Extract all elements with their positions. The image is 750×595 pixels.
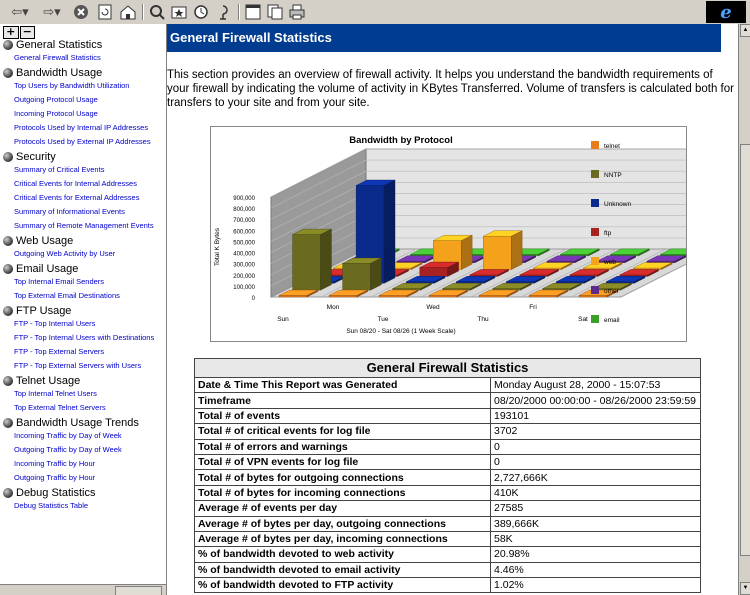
nav-link[interactable]: FTP - Top External Servers with Users	[14, 361, 142, 370]
nav-section[interactable]	[3, 234, 167, 247]
x-tick-label: Tue	[377, 316, 389, 323]
bar-front	[343, 263, 371, 290]
y-tick-label: 700,000	[233, 218, 255, 225]
chart-back-wall	[366, 149, 686, 249]
legend-label: Unknown	[604, 201, 632, 208]
nav-link[interactable]: Critical Events for Internal Addresses	[14, 179, 137, 188]
legend-swatch	[591, 170, 599, 178]
nav-link[interactable]: Summary of Informational Events	[14, 207, 125, 216]
chart-title: Bandwidth by Protocol	[349, 135, 453, 146]
table-row	[195, 393, 701, 408]
section-bullet-icon	[3, 376, 13, 386]
main-vertical-scrollbar[interactable]	[738, 24, 750, 595]
nav-link[interactable]: Incoming Traffic by Day of Week	[14, 431, 122, 440]
y-axis-label: Total K Bytes	[214, 228, 221, 266]
nav-section-label: General Statistics	[16, 38, 103, 51]
row-value: 58K	[491, 531, 701, 546]
nav-link[interactable]: Protocols Used by Internal IP Addresses	[14, 123, 149, 132]
nav-link[interactable]: Outgoing Protocol Usage	[14, 95, 98, 104]
legend-label: email	[604, 317, 620, 324]
nav-link[interactable]: Critical Events for External Addresses	[14, 193, 140, 202]
statistics-table	[194, 358, 701, 593]
chart-bar-NNTP-Sun	[293, 229, 332, 290]
toolbar-separator	[238, 4, 240, 20]
bar-side	[321, 229, 332, 290]
page-title: General Firewall Statistics	[167, 24, 721, 52]
nav-link[interactable]: FTP - Top Internal Users	[14, 319, 96, 328]
nav-link[interactable]: Top External Telnet Servers	[14, 403, 106, 412]
y-tick-label: 400,000	[233, 251, 255, 258]
nav-section-label: Security	[16, 150, 56, 163]
nav-section[interactable]	[3, 262, 167, 275]
nav-section-label: Bandwidth Usage Trends	[16, 416, 139, 429]
bandwidth-chart	[210, 126, 687, 342]
row-label: Total # of errors and warnings	[195, 439, 491, 454]
row-label: Total # of critical events for log file	[195, 424, 491, 439]
nav-link[interactable]: Incoming Protocol Usage	[14, 109, 98, 118]
legend-label: web	[604, 259, 616, 266]
legend-label: ftp	[604, 230, 612, 237]
table-row	[195, 578, 701, 593]
row-label: % of bandwidth devoted to FTP activity	[195, 578, 491, 593]
nav-link[interactable]: Top Internal Telnet Users	[14, 389, 97, 398]
navigation-frame	[0, 24, 167, 595]
bar-side	[371, 258, 382, 290]
table-row	[195, 454, 701, 469]
table-row	[195, 408, 701, 423]
row-value: 20.98%	[491, 547, 701, 562]
table-row	[195, 470, 701, 485]
nav-section[interactable]	[3, 304, 167, 317]
nav-link[interactable]: FTP - Top External Servers	[14, 347, 105, 356]
nav-link[interactable]: Outgoing Web Activity by User	[14, 249, 116, 258]
bar-side	[511, 231, 522, 270]
table-row	[195, 501, 701, 516]
nav-section[interactable]	[3, 150, 167, 163]
nav-link[interactable]: FTP - Top Internal Users with Destinations	[14, 333, 155, 342]
row-label: % of bandwidth devoted to email activity	[195, 562, 491, 577]
nav-section[interactable]	[3, 486, 167, 499]
bar-front	[379, 296, 407, 298]
section-bullet-icon	[3, 152, 13, 162]
row-value: 3702	[491, 424, 701, 439]
bar-front	[279, 296, 307, 298]
scrollbar-thumb[interactable]	[115, 586, 162, 595]
forward-icon[interactable]: ⇨▾	[43, 4, 61, 20]
row-value: 389,666K	[491, 516, 701, 531]
x-tick-label: Sat	[578, 316, 588, 323]
table-row	[195, 516, 701, 531]
nav-section[interactable]	[3, 374, 167, 387]
table-row	[195, 531, 701, 546]
report-content	[167, 24, 738, 595]
legend-swatch	[591, 141, 599, 149]
nav-link[interactable]: Debug Statistics Table	[14, 501, 89, 510]
legend-label: telnet	[604, 143, 620, 150]
back-icon[interactable]: ⇦▾	[11, 4, 29, 20]
legend-swatch	[591, 199, 599, 207]
x-tick-label: Wed	[426, 304, 440, 311]
row-label: Date & Time This Report was Generated	[195, 378, 491, 393]
bar-front	[479, 296, 507, 298]
nav-section[interactable]	[3, 66, 167, 79]
x-tick-label: Fri	[529, 304, 537, 311]
nav-section-label: Bandwidth Usage	[16, 66, 103, 79]
bar-front	[429, 296, 457, 298]
nav-section[interactable]	[3, 416, 167, 429]
nav-link[interactable]: Outgoing Traffic by Day of Week	[14, 445, 122, 454]
row-value: 193101	[491, 408, 701, 423]
y-tick-label: 100,000	[233, 284, 255, 291]
nav-link[interactable]: Protocols Used by External IP Addresses	[14, 137, 151, 146]
table-row	[195, 562, 701, 577]
y-tick-label: 200,000	[233, 273, 255, 280]
section-bullet-icon	[3, 264, 13, 274]
history-icon[interactable]	[192, 3, 210, 21]
table-title: General Firewall Statistics	[195, 359, 701, 378]
table-row	[195, 547, 701, 562]
bar-front	[420, 268, 448, 277]
nav-section-label: FTP Usage	[16, 304, 72, 317]
navigation-tree	[3, 37, 167, 513]
y-tick-label: 800,000	[233, 207, 255, 214]
nav-link[interactable]: General Firewall Statistics	[14, 53, 101, 62]
section-bullet-icon	[3, 488, 13, 498]
section-bullet-icon	[3, 306, 13, 316]
row-value: 0	[491, 454, 701, 469]
section-bullet-icon	[3, 418, 13, 428]
section-bullet-icon	[3, 68, 13, 78]
legend-swatch	[591, 286, 599, 294]
x-axis-label: Sun 08/20 - Sat 08/26 (1 Week Scale)	[346, 328, 456, 335]
x-tick-label: Thu	[477, 316, 489, 323]
legend-swatch	[591, 228, 599, 236]
row-label: Total # of bytes for incoming connections	[195, 485, 491, 500]
table-row	[195, 485, 701, 500]
nav-section-label: Debug Statistics	[16, 486, 96, 499]
table-row	[195, 378, 701, 393]
bar-side	[384, 180, 395, 283]
section-bullet-icon	[3, 236, 13, 246]
row-label: Total # of bytes for outgoing connections	[195, 470, 491, 485]
row-value: 27585	[491, 501, 701, 516]
legend-swatch	[591, 315, 599, 323]
nav-section-label: Web Usage	[16, 234, 74, 247]
y-tick-label: 600,000	[233, 229, 255, 236]
chart-svg	[211, 127, 686, 341]
row-label: Average # of bytes per day, incoming connections	[195, 531, 491, 546]
channels-icon[interactable]	[214, 3, 232, 21]
scroll-down-arrow-icon[interactable]: ▼	[740, 582, 750, 595]
row-value: Monday August 28, 2000 - 15:07:53	[491, 378, 701, 393]
browser-toolbar	[0, 0, 750, 25]
navigation-horizontal-scrollbar[interactable]	[0, 584, 166, 595]
row-value: 1.02%	[491, 578, 701, 593]
nav-link[interactable]: Summary of Critical Events	[14, 165, 105, 174]
nav-link[interactable]: Incoming Traffic by Hour	[14, 459, 96, 468]
row-value: 410K	[491, 485, 701, 500]
print-icon[interactable]	[288, 3, 306, 21]
bar-front	[529, 296, 557, 298]
toolbar-separator	[142, 4, 144, 20]
collapse-all-button[interactable]: −	[20, 26, 36, 39]
nav-link[interactable]: Top External Email Destinations	[14, 291, 120, 300]
bar-side	[461, 235, 472, 269]
section-bullet-icon	[3, 40, 13, 50]
row-label: Total # of VPN events for log file	[195, 454, 491, 469]
chart-bar-web-Wed	[483, 231, 522, 270]
row-label: Average # of events per day	[195, 501, 491, 516]
legend-swatch	[591, 257, 599, 265]
x-tick-label: Mon	[326, 304, 340, 311]
nav-link[interactable]: Top Internal Email Senders	[14, 277, 105, 286]
scroll-up-arrow-icon[interactable]: ▲	[740, 24, 750, 37]
row-label: Total # of events	[195, 408, 491, 423]
y-tick-label: 500,000	[233, 240, 255, 247]
table-row	[195, 439, 701, 454]
y-tick-label: 300,000	[233, 262, 255, 269]
row-value: 08/20/2000 00:00:00 - 08/26/2000 23:59:59	[491, 393, 701, 408]
nav-section-label: Telnet Usage	[16, 374, 81, 387]
stop-icon[interactable]	[72, 3, 90, 21]
x-tick-label: Sun	[277, 316, 289, 323]
intro-paragraph: This section provides an overview of firewall activity. It helps you understand the bandwidth requirements of your firewall by indicating the volume of activity in KBytes Transferred. Volume of transfers is calculated both for transfers to your site and from your site.	[167, 69, 734, 109]
fullscreen-icon[interactable]	[244, 3, 262, 21]
row-label: % of bandwidth devoted to web activity	[195, 547, 491, 562]
nav-link[interactable]: Top Users by Bandwidth Utilization	[14, 81, 130, 90]
row-label: Average # of bytes per day, outgoing connections	[195, 516, 491, 531]
y-tick-label: 900,000	[233, 196, 255, 202]
bar-front	[293, 235, 321, 291]
row-value: 0	[491, 439, 701, 454]
row-value: 4.46%	[491, 562, 701, 577]
table-row	[195, 424, 701, 439]
scrollbar-thumb[interactable]	[740, 144, 750, 556]
home-icon[interactable]	[118, 3, 138, 21]
nav-link[interactable]: Summary of Remote Management Events	[14, 221, 154, 230]
nav-link[interactable]: Outgoing Traffic by Hour	[14, 473, 96, 482]
bar-front	[579, 296, 607, 298]
search-icon[interactable]	[148, 3, 166, 21]
browser-logo-icon: e	[706, 1, 746, 23]
chart-bar-NNTP-Mon	[343, 258, 382, 290]
bar-front	[329, 296, 357, 298]
bar-front	[483, 236, 511, 269]
legend-label: NNTP	[604, 172, 622, 179]
nav-section[interactable]	[3, 38, 167, 51]
expand-all-button[interactable]: +	[3, 26, 19, 39]
nav-section-label: Email Usage	[16, 262, 79, 275]
favorites-icon[interactable]	[170, 3, 188, 21]
row-value: 2,727,666K	[491, 470, 701, 485]
row-label: Timeframe	[195, 393, 491, 408]
refresh-icon[interactable]	[96, 3, 114, 21]
y-tick-label: 0	[251, 296, 255, 302]
mail-icon[interactable]	[266, 3, 284, 21]
legend-label: other	[604, 288, 619, 295]
